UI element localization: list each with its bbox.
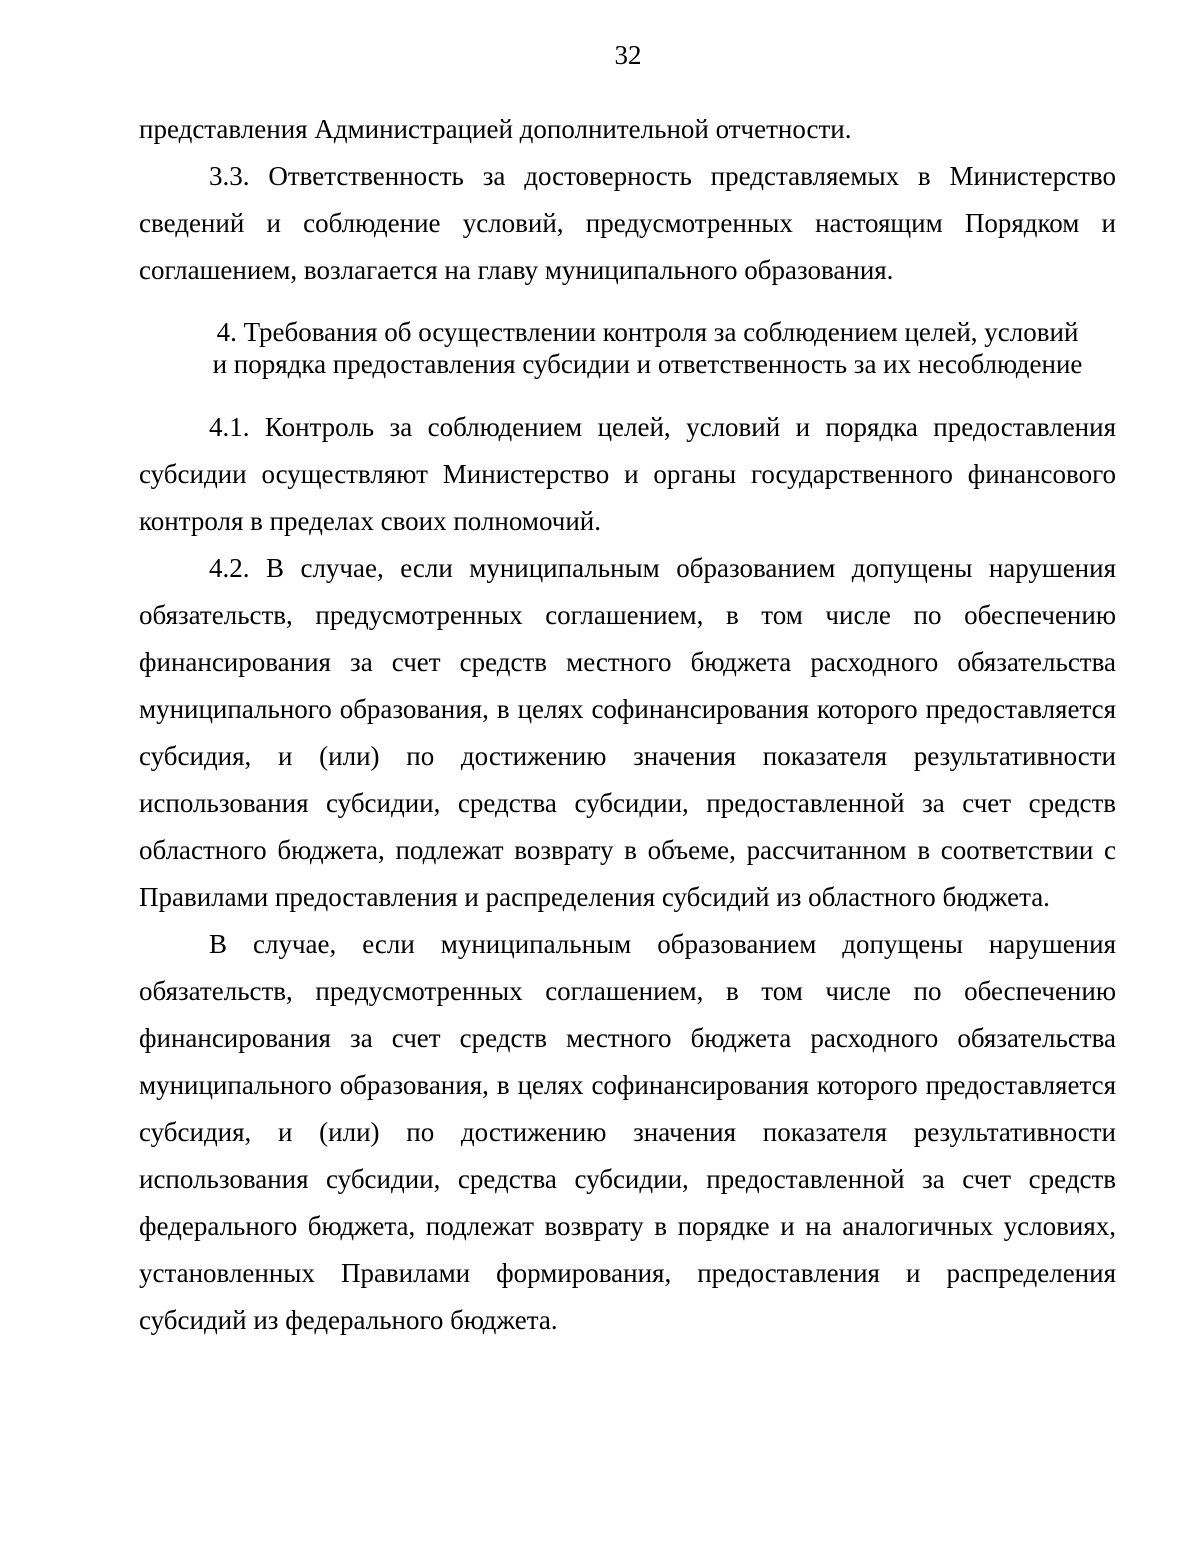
paragraph-4-1: 4.1. Контроль за соблюдением целей, условий и порядка предоставления субсидии осуществляют Министерство и органы государственного финансового контроля в пределах своих полномочий. bbox=[139, 412, 1116, 536]
paragraph-4-2: 4.2. В случае, если муниципальным образованием допущены нарушения обязательств, предусмотренных соглашением, в том числе по обеспечению финансирования за счет средств местного бюджета расходного обязательства муниципального образования, в целях софинансирования которого предоставляется субсидия, и (или) по достижению значения показателя результативности использования субсидии, средства субсидии, предоставленной за счет средств областного бюджета, подлежат возврату в объеме, рассчитанном в соответствии с Правилами предоставления и распределения субсидий из областного бюджета. bbox=[139, 553, 1116, 912]
document-body bbox=[139, 106, 1116, 1344]
paragraph-4-2-federal: В случае, если муниципальным образованием допущены нарушения обязательств, предусмотренных соглашением, в том числе по обеспечению финансирования за счет средств местного бюджета расходного обязательства муниципального образования, в целях софинансирования которого предоставляется субсидия, и (или) по достижению значения показателя результативности использования субсидии, средства субсидии, предоставленной за счет средств федерального бюджета, подлежат возврату в порядке и на аналогичных условиях, установленных Правилами формирования, предоставления и распределения субсидий из федерального бюджета. bbox=[139, 929, 1116, 1335]
paragraph-continuation: представления Администрацией дополнительной отчетности. bbox=[139, 114, 852, 144]
section-4-heading-line-2: и порядка предоставления субсидии и ответственность за их несоблюдение bbox=[212, 349, 1083, 379]
page-number: 32 bbox=[614, 40, 642, 70]
section-4-heading bbox=[139, 316, 1116, 380]
paragraph-3-3: 3.3. Ответственность за достоверность представляемых в Министерство сведений и соблюдение условий, предусмотренных настоящим Порядком и соглашением, возлагается на главу муниципального образования. bbox=[139, 161, 1116, 285]
section-4-heading-line-1: 4. Требования об осуществлении контроля за соблюдением целей, условий bbox=[216, 317, 1079, 347]
